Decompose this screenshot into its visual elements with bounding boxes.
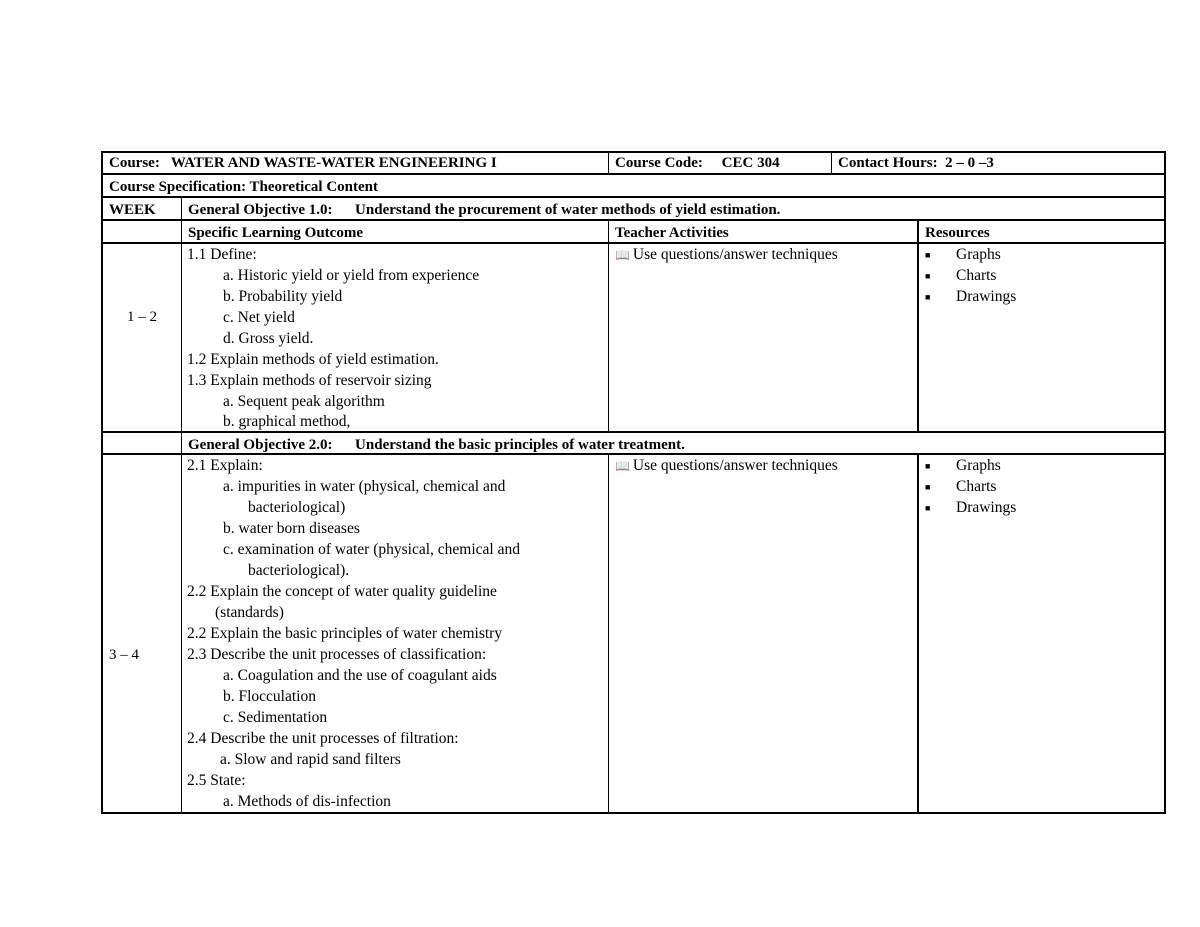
column-header-row — [101, 221, 1166, 244]
outcome-line: a. impurities in water (physical, chemical and — [223, 478, 506, 495]
outcome-line: a. Coagulation and the use of coagulant aids — [223, 667, 497, 684]
resource-item: ■ Graphs — [925, 246, 1001, 263]
course-title-cell — [103, 152, 608, 175]
spec-title: Course Specification: Theoretical Content — [109, 179, 378, 195]
outcome-line: a. Historic yield or yield from experience — [223, 267, 480, 284]
outcome-line: 2.1 Explain: — [187, 457, 263, 474]
bullet-icon: ■ — [925, 271, 931, 281]
resource-item: ■ Charts — [925, 267, 997, 284]
outcome-line: c. Net yield — [223, 309, 295, 326]
outcome-list-2 — [182, 455, 607, 812]
objective-1-row — [101, 198, 1166, 221]
outcome-line: a. Slow and rapid sand filters — [220, 751, 401, 768]
outcome-column-header: Specific Learning Outcome — [188, 225, 363, 241]
course-code-label: Course Code: — [615, 155, 703, 171]
course-label: Course: — [109, 155, 160, 171]
contact-hours-cell — [832, 152, 1162, 175]
book-icon: 📖 — [615, 248, 630, 262]
header-row — [101, 151, 1166, 175]
objective-2-label: General Objective 2.0: — [188, 437, 333, 453]
objective-2-text: Understand the basic principles of water treatment. — [355, 437, 685, 453]
course-code-cell — [609, 152, 831, 175]
contact-hours-value: 2 – 0 –3 — [945, 155, 994, 171]
outcome-line: c. examination of water (physical, chemical and — [223, 541, 520, 558]
week-1-2-label: 1 – 2 — [127, 309, 157, 325]
general-objective-2 — [182, 434, 1162, 457]
resource-item: ■ Graphs — [925, 457, 1001, 474]
teacher-activity-1 — [615, 245, 838, 266]
outcome-line: 1.3 Explain methods of reservoir sizing — [187, 372, 432, 389]
outcome-line: 2.2 Explain the concept of water quality guideline — [187, 583, 497, 600]
outcome-line: 2.2 Explain the basic principles of water chemistry — [187, 625, 503, 642]
resource-item: ■ Drawings — [925, 288, 1017, 305]
outcome-line: 2.3 Describe the unit processes of classification: — [187, 646, 487, 663]
resource-item: ■ Charts — [925, 478, 997, 495]
book-icon: 📖 — [615, 459, 630, 473]
outcome-line: b. water born diseases — [223, 520, 360, 537]
objective-1-label: General Objective 1.0: — [188, 202, 333, 218]
bullet-icon: ■ — [925, 461, 931, 471]
outcome-line: (standards) — [215, 604, 284, 621]
contact-hours-label: Contact Hours: — [838, 155, 938, 171]
outcome-line: bacteriological) — [248, 499, 346, 516]
bullet-icon: ■ — [925, 250, 931, 260]
course-specification-table — [101, 151, 1166, 814]
objective-2-row — [101, 433, 1166, 455]
outcome-line: 1.2 Explain methods of yield estimation. — [187, 351, 439, 368]
outcome-line: b. graphical method, — [223, 413, 351, 430]
course-code-value: CEC 304 — [721, 155, 780, 171]
outcome-line: 1.1 Define: — [187, 246, 257, 263]
outcome-line: b. Flocculation — [223, 688, 316, 705]
outcome-line: d. Gross yield. — [223, 330, 314, 347]
outcome-list-1 — [182, 244, 607, 431]
teacher-activity-text: Use questions/answer techniques — [632, 457, 838, 474]
outcome-line: a. Sequent peak algorithm — [223, 393, 385, 410]
week-3-4-label: 3 – 4 — [109, 647, 139, 663]
teacher-column-header: Teacher Activities — [615, 225, 729, 241]
bullet-icon: ■ — [925, 503, 931, 513]
outcome-line: a. Methods of dis-infection — [223, 793, 391, 810]
outcome-line: 2.5 State: — [187, 772, 246, 789]
outcome-line: 2.4 Describe the unit processes of filtration: — [187, 730, 459, 747]
teacher-activity-2 — [615, 456, 838, 477]
week-3-4-block — [101, 455, 1166, 812]
general-objective-1 — [182, 199, 1162, 222]
outcome-line: c. Sedimentation — [223, 709, 328, 726]
teacher-activity-text: Use questions/answer techniques — [632, 246, 838, 263]
resources-column-header: Resources — [925, 225, 990, 241]
course-title: WATER AND WASTE-WATER ENGINEERING I — [170, 155, 497, 171]
week-1-2-block — [101, 244, 1166, 433]
week-header: WEEK — [109, 202, 156, 218]
outcome-line: bacteriological). — [248, 562, 350, 579]
bullet-icon: ■ — [925, 292, 931, 302]
bullet-icon: ■ — [925, 482, 931, 492]
spec-row — [101, 175, 1166, 198]
resource-item: ■ Drawings — [925, 499, 1017, 516]
outcome-line: b. Probability yield — [223, 288, 343, 305]
objective-1-text: Understand the procurement of water methods of yield estimation. — [355, 202, 781, 218]
